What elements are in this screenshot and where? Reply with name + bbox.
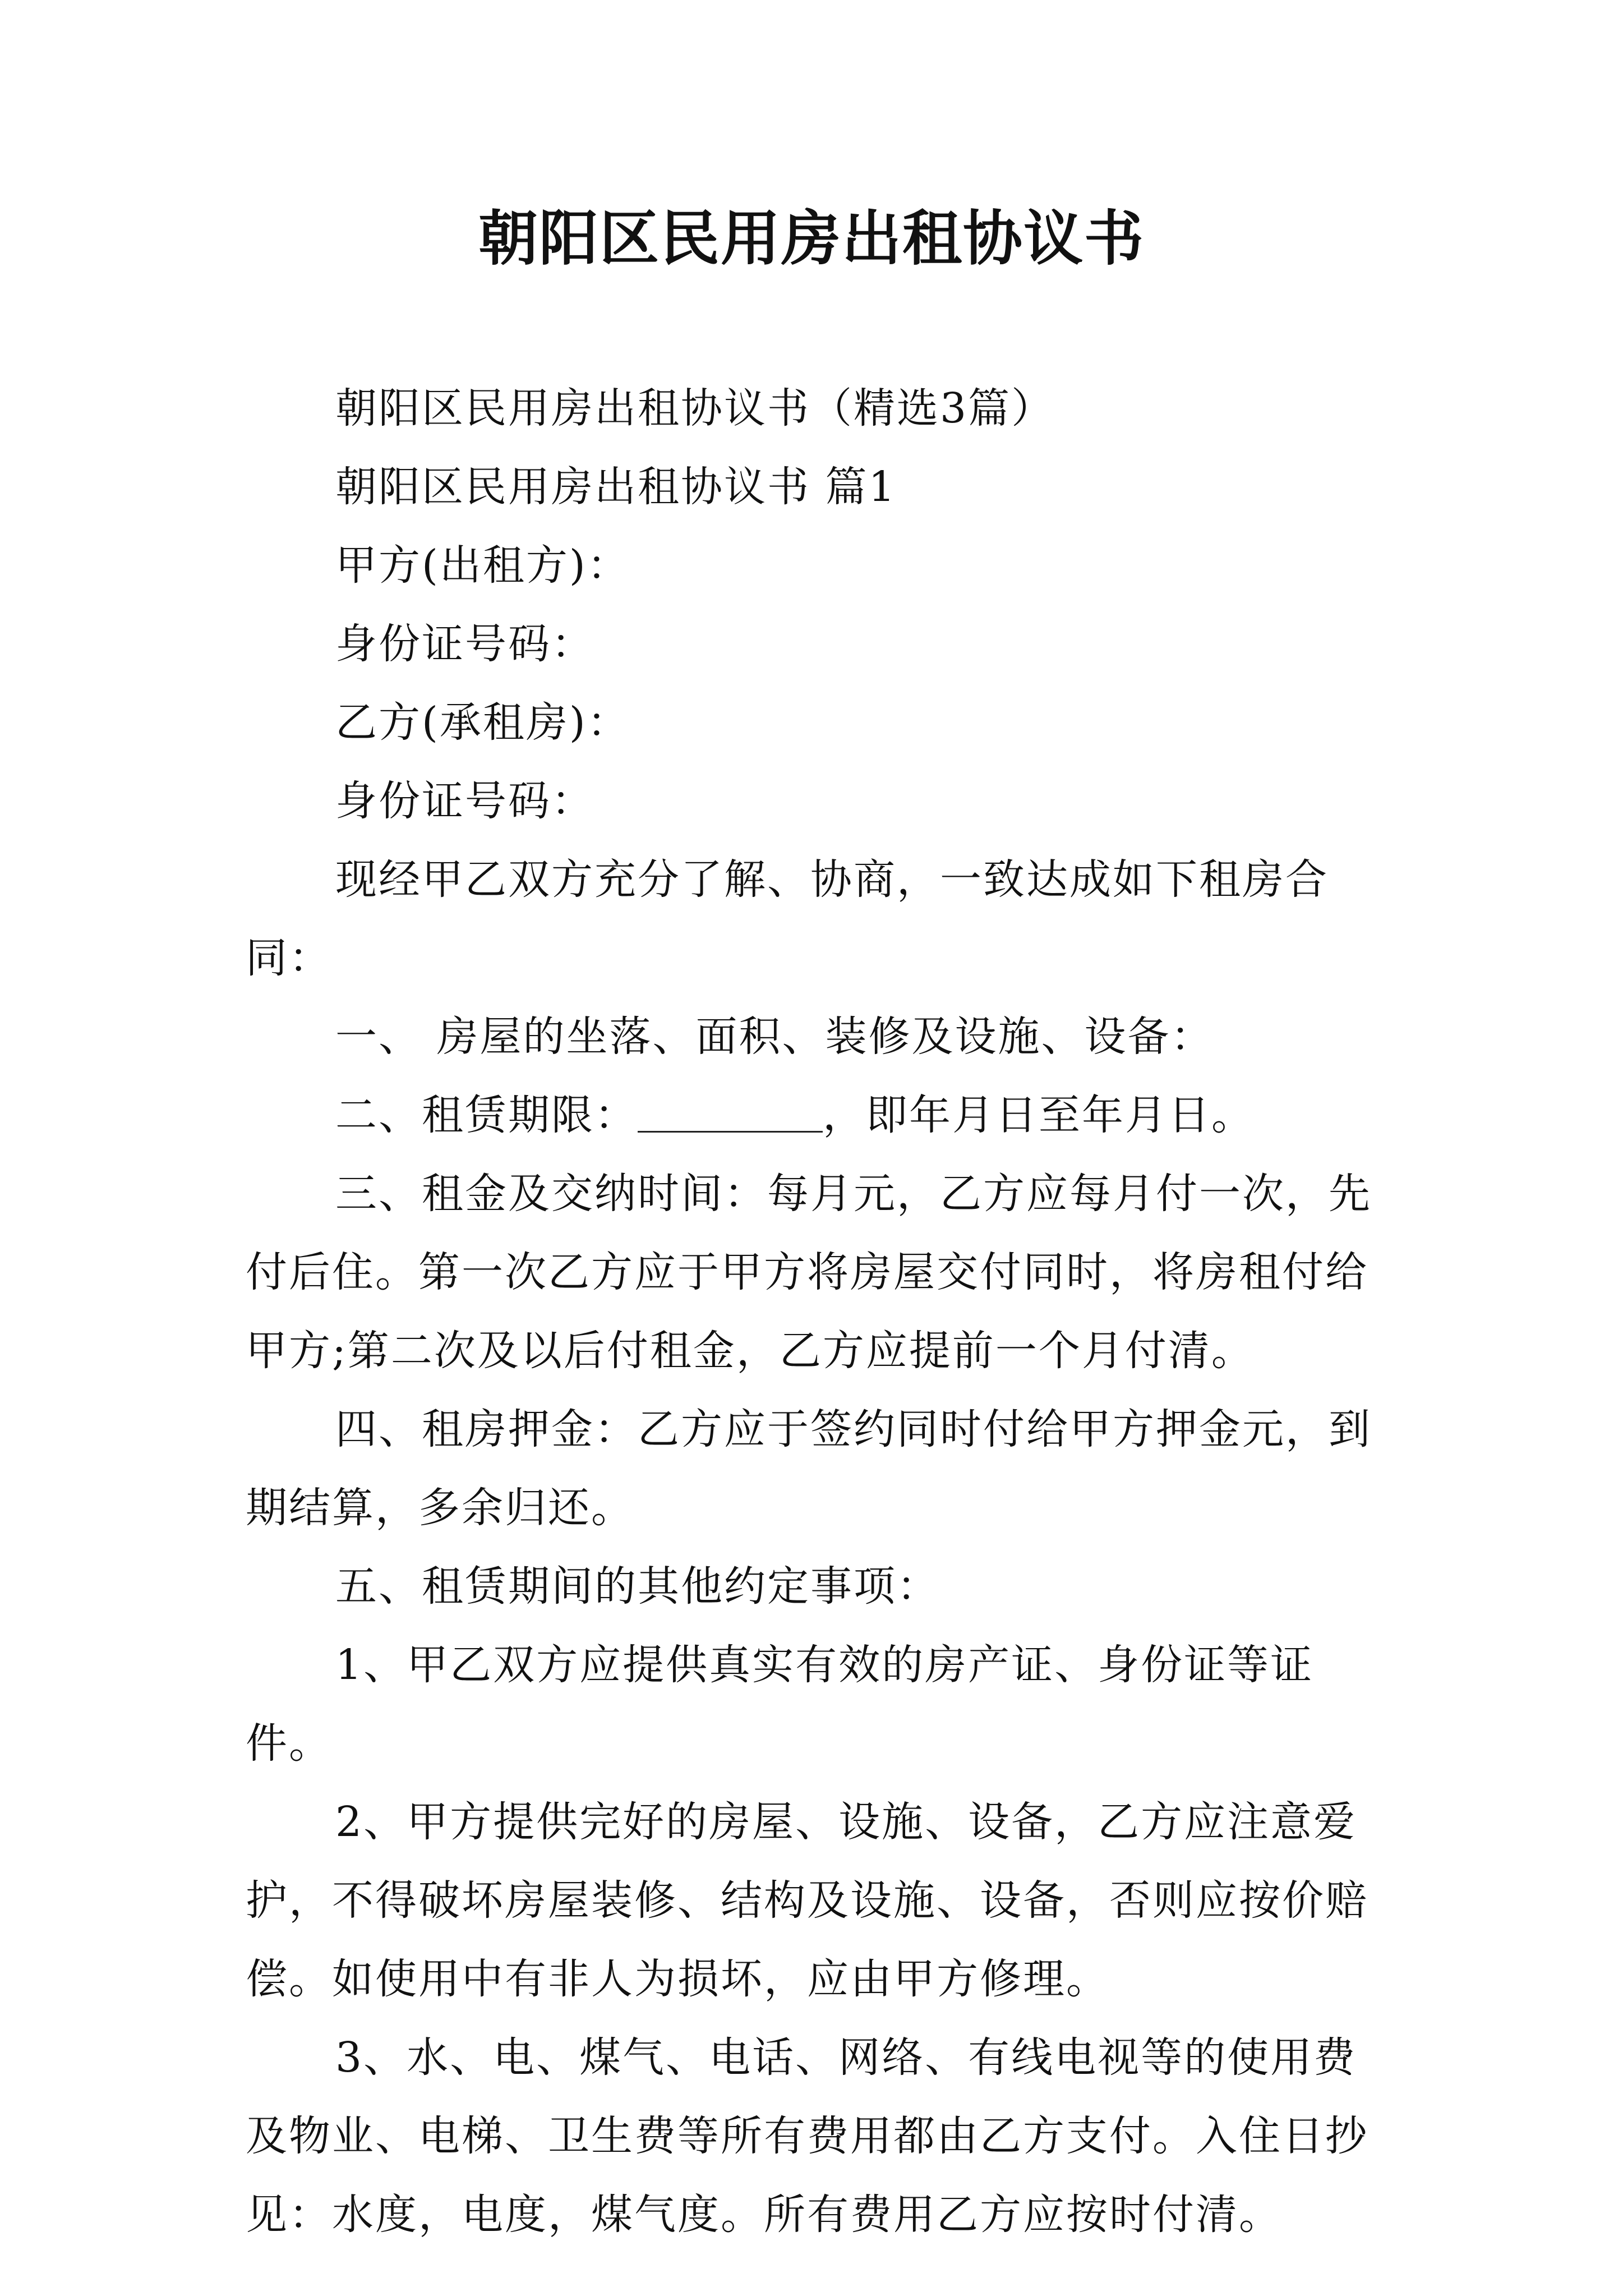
clause-2-paragraph [246,1076,1384,1154]
item-1-paragraph: 1、甲乙双方应提供真实有效的房产证、身份证等证件。 [246,1641,1314,1768]
lease-term-blank [638,1092,823,1133]
party-a-line: 甲方(出租方)： [335,541,630,590]
lease-term-label: 二、租赁期限： [335,1091,638,1139]
item-2-paragraph: 2、甲方提供完好的房屋、设施、设备，乙方应注意爱护，不得破坏房屋装修、结构及设施、设备，否则应按价赔偿。如使用中有非人为损坏，应由甲方修理。 [246,1798,1368,2003]
lease-term-suffix: ，即年月日至年月日。 [823,1091,1255,1139]
clause-4-paragraph: 四、租房押金：乙方应于签约同时付给甲方押金元，到期结算，多余归还。 [246,1405,1372,1532]
clause-5-paragraph: 五、租赁期间的其他约定事项： [335,1562,940,1611]
clause-1-paragraph: 一、 房屋的坐落、面积、装修及设施、设备： [335,1013,1214,1061]
party-b-line: 乙方(承租房)： [335,698,630,747]
subtitle-paragraph: 朝阳区民用房出租协议书（精选3篇） [335,384,1055,432]
document-title: 朝阳区民用房出租协议书 [478,203,1145,273]
section-heading: 朝阳区民用房出租协议书 篇1 [335,463,897,511]
item-3-paragraph: 3、水、电、煤气、电话、网络、有线电视等的使用费及物业、电梯、卫生费等所有费用都由乙方支付。入住日抄见：水度，电度，煤气度。所有费用乙方应按时付清。 [246,2033,1368,2239]
party-b-id-line: 身份证号码： [335,777,594,825]
document-body [246,369,1384,2254]
clause-3-paragraph: 三、租金及交纳时间：每月元，乙方应每月付一次，先付后住。第一次乙方应于甲方将房屋交付同时，将房租付给甲方;第二次及以后付租金，乙方应提前一个月付清。 [246,1170,1372,1375]
agreement-intro-paragraph: 现经甲乙双方充分了解、协商，一致达成如下租房合同： [246,855,1329,982]
party-a-id-line: 身份证号码： [335,620,594,668]
